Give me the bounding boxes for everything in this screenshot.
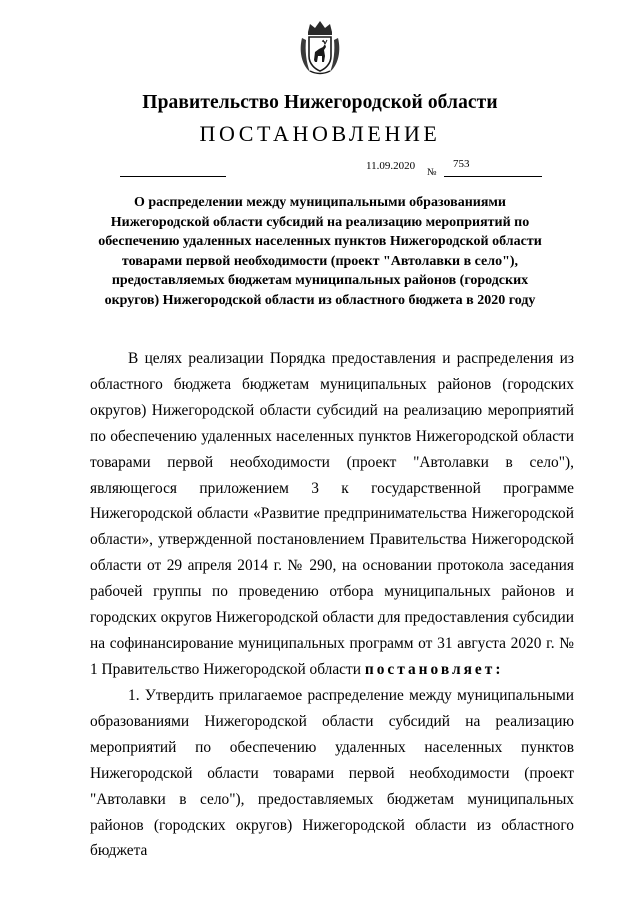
document-subject: О распределении между муниципальными образованиями Нижегородской области субсидий на реализацию мероприятий по обеспечению удаленных населенных пунктов Нижегородской области товарами первой необходимости (проект "Автолавки в село"), предоставляемых бюджетам муниципальных районов (городских округов) Нижегородской области из областного бюджета в 2020 году [98, 195, 542, 308]
number-line [444, 176, 542, 177]
document-number: 753 [453, 158, 470, 170]
preamble-text: В целях реализации Порядка предоставления и распределения из областного бюджета бюджетам муниципальных районов (городских округов) Нижегородской области субсидий на реализацию мероприятий по обеспечению удаленных населенных пунктов Нижегородской области товарами первой необходимости (проект "Автолавки в село"), являющегося приложением 3 к государственной программе Нижегородской области «Развитие предпринимательства Нижегородской области», утвержденной постановлением Правительства Нижегородской области от 29 апреля 2014 г. № 290, на основании протокола заседания рабочей группы по проведению отбора муниципальных районов и городских округов Нижегородской области для предоставления субсидии на софинансирование муниципальных программ от 31 августа 2020 г. № 1 Правительство Нижегородской области [90, 350, 574, 678]
number-sign: № [427, 167, 437, 178]
signature-line-left [120, 176, 226, 177]
clause-1-paragraph: 1. Утвердить прилагаемое распределение между муниципальными образованиями Нижегородской области субсидий на реализацию мероприятий по обеспечению удаленных населенных пунктов Нижегородской области товарами первой необходимости (проект "Автолавки в село"), предоставляемых бюджетам муниципальных районов (городских округов) Нижегородской области из областного бюджета [90, 687, 574, 860]
document-type: ПОСТАНОВЛЕНИЕ [199, 121, 441, 146]
resolution-keyword: постановляет: [364, 660, 504, 678]
preamble-paragraph [90, 346, 574, 683]
document-date: 11.09.2020 [366, 160, 416, 172]
organization-name: Правительство Нижегородской области [142, 92, 498, 113]
coat-of-arms-icon [298, 18, 342, 76]
